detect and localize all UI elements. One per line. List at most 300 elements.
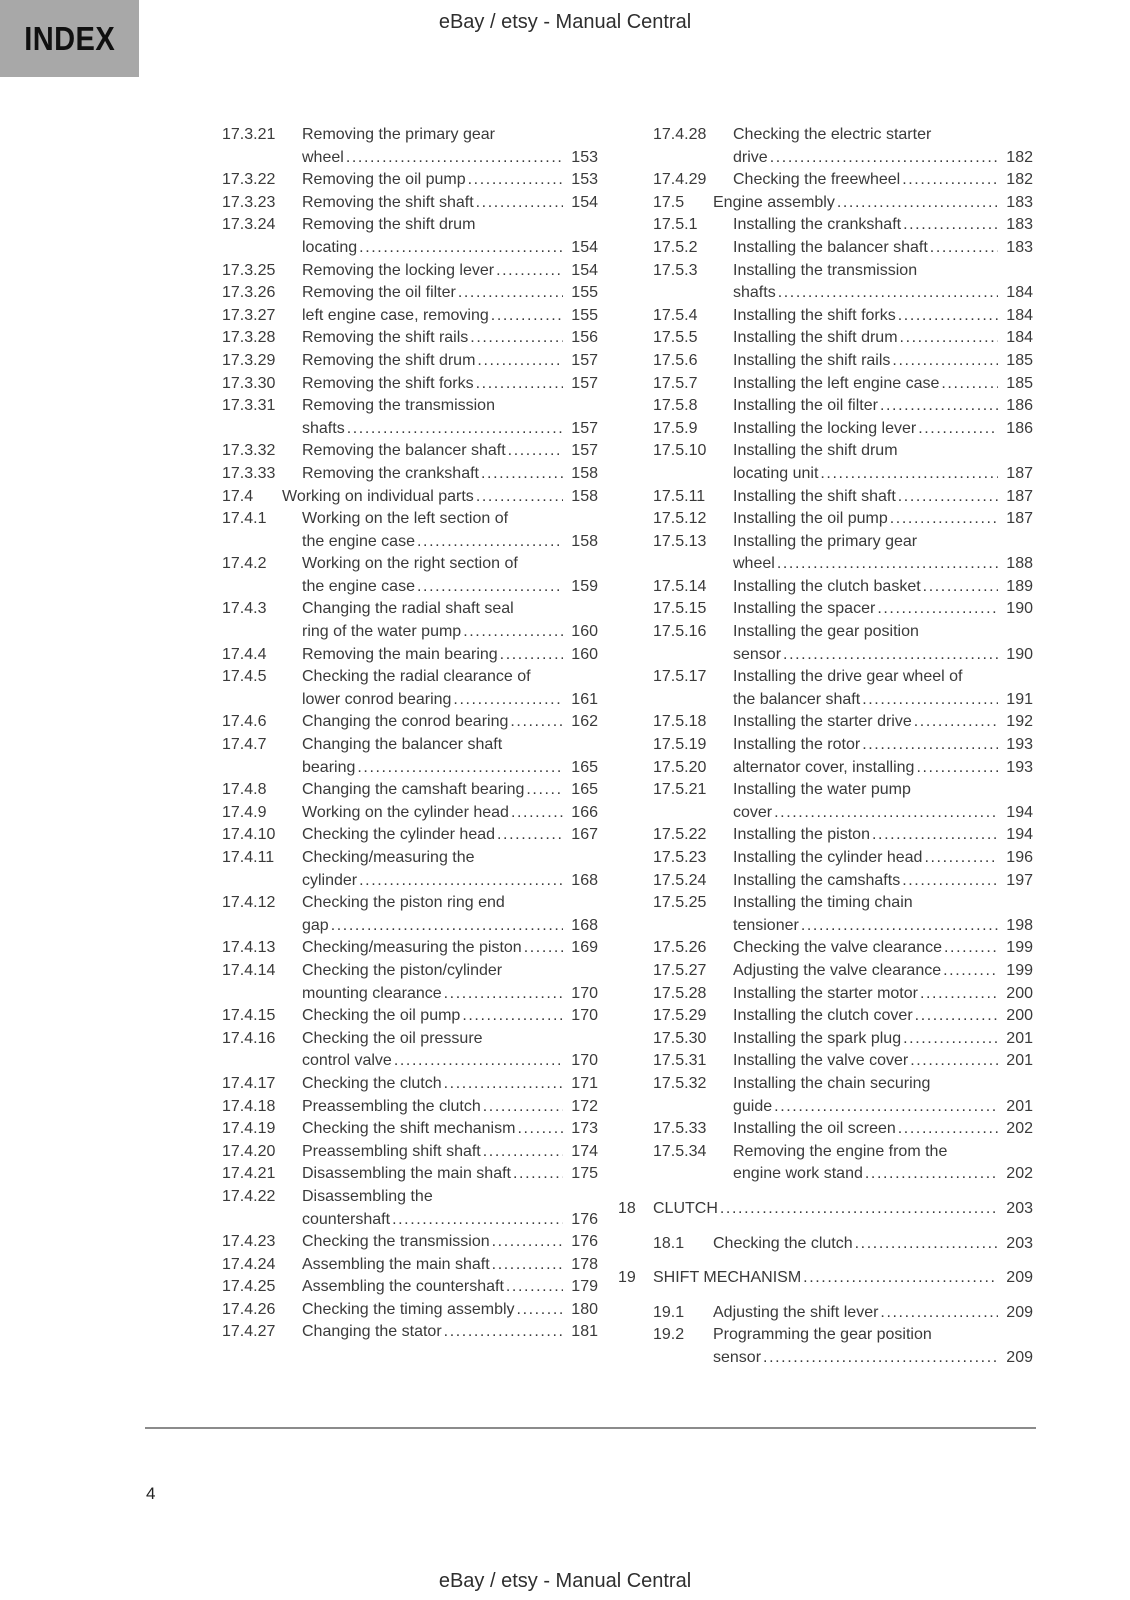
dot-leader	[483, 1141, 563, 1164]
entry-number: 17.3.23	[222, 193, 276, 211]
entry-title-line: Installing the transmission	[733, 261, 918, 279]
entry-title-line: Checking the transmission	[302, 1233, 490, 1251]
dot-leader	[483, 1096, 563, 1119]
entry-page-number: 201	[1006, 1029, 1033, 1047]
entry-title-line: Installing the piston	[733, 826, 870, 844]
toc-entry	[222, 1186, 598, 1231]
dot-leader	[453, 689, 563, 712]
dot-leader	[801, 915, 998, 938]
entry-number: 17.3.25	[222, 261, 276, 279]
entry-title-line: countershaft	[302, 1210, 391, 1228]
entry-title-line: Removing the oil filter	[302, 284, 456, 302]
entry-page-number: 203	[1006, 1234, 1033, 1252]
entry-title-line: Installing the chain securing	[733, 1074, 931, 1092]
toc-entry	[653, 711, 1033, 734]
entry-title-line: the engine case	[302, 532, 415, 550]
dot-leader	[720, 1198, 998, 1221]
entry-body	[302, 1231, 598, 1254]
entry-body	[302, 214, 598, 259]
entry-number: 17.4.10	[222, 826, 276, 844]
entry-number: 17.4.9	[222, 803, 267, 821]
entry-number: 17.5.14	[653, 577, 707, 595]
dot-leader	[508, 440, 563, 463]
entry-number: 17.4.16	[222, 1029, 276, 1047]
dot-leader	[943, 960, 998, 983]
entry-page-number: 180	[571, 1300, 598, 1318]
entry-number: 17.3.32	[222, 442, 276, 460]
dot-leader	[513, 1163, 563, 1186]
entry-title-line: Removing the primary gear	[302, 126, 495, 143]
entry-title-line: Removing the balancer shaft	[302, 442, 506, 460]
entry-page-number: 154	[571, 193, 598, 211]
dot-leader	[526, 779, 563, 802]
entry-number: 17.4.6	[222, 713, 267, 731]
entry-body	[713, 192, 1033, 215]
dot-leader	[492, 1254, 563, 1277]
entry-page-number: 188	[1006, 555, 1033, 573]
dot-leader	[902, 169, 998, 192]
dot-leader	[417, 576, 563, 599]
entry-title-line: Removing the engine from the	[733, 1142, 948, 1160]
toc-entry	[653, 824, 1033, 847]
entry-body	[733, 260, 1033, 305]
dot-leader	[524, 937, 563, 960]
entry-body	[302, 644, 598, 667]
entry-number: 17.5.21	[653, 781, 707, 799]
entry-body	[733, 1073, 1033, 1118]
entry-page-number: 194	[1006, 803, 1033, 821]
toc-entry	[222, 960, 598, 1005]
entry-body	[302, 1141, 598, 1164]
entry-number: 17.5.30	[653, 1029, 707, 1047]
entry-title-line: Installing the shift drum	[733, 442, 898, 460]
dot-leader	[880, 395, 998, 418]
entry-title-line: lower conrod bearing	[302, 690, 452, 708]
entry-page-number: 202	[1006, 1165, 1033, 1183]
entry-number: 17.5.8	[653, 397, 698, 415]
entry-title-line: SHIFT MECHANISM	[653, 1269, 802, 1287]
entry-number: 17.5.2	[653, 238, 698, 256]
toc-entry	[222, 192, 598, 215]
entry-title-line: Installing the oil pump	[733, 510, 888, 528]
entry-page-number: 169	[571, 939, 598, 957]
entry-number: 17.3.33	[222, 464, 276, 482]
entry-title-line: Changing the balancer shaft	[302, 736, 503, 754]
entry-title-line: Working on the cylinder head	[302, 803, 509, 821]
toc-entry	[222, 440, 598, 463]
entry-page-number: 159	[571, 577, 598, 595]
entry-page-number: 192	[1006, 713, 1033, 731]
toc-entry	[653, 621, 1033, 666]
entry-number: 17.5.34	[653, 1142, 707, 1160]
entry-title-line: control valve	[302, 1052, 392, 1070]
entry-number: 19	[618, 1269, 636, 1287]
entry-page-number: 209	[1006, 1269, 1033, 1287]
entry-body	[733, 892, 1033, 937]
entry-title-line: Removing the main bearing	[302, 645, 498, 663]
dot-leader	[506, 1276, 563, 1299]
entry-title-line: cylinder	[302, 871, 358, 889]
entry-page-number: 197	[1006, 871, 1033, 889]
entry-page-number: 175	[571, 1165, 598, 1183]
entry-body	[733, 169, 1033, 192]
toc-entry	[653, 666, 1033, 711]
entry-page-number: 160	[571, 623, 598, 641]
entry-number: 17.3.30	[222, 374, 276, 392]
entry-number: 17.4.18	[222, 1097, 276, 1115]
entry-title-line: Checking the cylinder head	[302, 826, 496, 844]
entry-body	[733, 124, 1033, 169]
dot-leader	[915, 1005, 998, 1028]
entry-number: 17.5.13	[653, 532, 707, 550]
entry-page-number: 157	[571, 374, 598, 392]
entry-body	[302, 1254, 598, 1277]
entry-number: 17.5.32	[653, 1074, 707, 1092]
entry-page-number: 179	[571, 1278, 598, 1296]
dot-leader	[877, 598, 998, 621]
entry-number: 17.5.33	[653, 1120, 707, 1138]
dot-leader	[903, 214, 998, 237]
entry-title-line: Checking the radial clearance of	[302, 668, 531, 686]
entry-number: 18.1	[653, 1234, 685, 1252]
entry-number: 17.5.31	[653, 1052, 707, 1070]
dot-leader	[510, 711, 563, 734]
entry-number: 17.4.20	[222, 1142, 276, 1160]
entry-title-line: Checking the clutch	[713, 1234, 853, 1252]
entry-body	[302, 553, 598, 598]
entry-page-number: 186	[1006, 419, 1033, 437]
entry-title-line: Removing the shift drum	[302, 216, 476, 234]
dot-leader	[481, 463, 563, 486]
entry-title-line: Programming the gear position	[713, 1326, 932, 1344]
entry-body	[653, 1267, 1033, 1290]
dot-leader	[900, 327, 998, 350]
entry-number: 17.4.15	[222, 1007, 276, 1025]
dot-leader	[763, 1347, 998, 1370]
dot-leader	[898, 486, 998, 509]
dot-leader	[477, 350, 563, 373]
toc-entry	[222, 598, 598, 643]
entry-number: 17.5.4	[653, 306, 698, 324]
entry-title-line: Installing the shift shaft	[733, 487, 896, 505]
entry-title-line: Removing the crankshaft	[302, 464, 479, 482]
dot-leader	[357, 757, 563, 780]
entry-number: 17.4.1	[222, 510, 267, 528]
toc-entry	[653, 870, 1033, 893]
toc-entry	[222, 1141, 598, 1164]
entry-title-line: Disassembling the	[302, 1187, 433, 1205]
entry-number: 17.3.27	[222, 306, 276, 324]
dot-leader	[444, 1321, 563, 1344]
entry-page-number: 186	[1006, 397, 1033, 415]
entry-body	[302, 169, 598, 192]
toc-column-right	[618, 124, 1033, 1369]
entry-title-line: Removing the transmission	[302, 397, 495, 415]
entry-body	[733, 508, 1033, 531]
entry-body	[302, 327, 598, 350]
entry-title-line: Changing the camshaft bearing	[302, 781, 525, 799]
entry-body	[302, 373, 598, 396]
entry-page-number: 170	[571, 1007, 598, 1025]
dot-leader	[511, 802, 563, 825]
entry-number: 17.5.26	[653, 939, 707, 957]
toc-entry	[653, 960, 1033, 983]
dot-leader	[865, 1163, 998, 1186]
entry-title-line: Working on the left section of	[302, 510, 509, 528]
toc-entry	[653, 598, 1033, 621]
entry-body	[733, 576, 1033, 599]
dot-leader	[914, 711, 998, 734]
dot-leader	[517, 1299, 563, 1322]
header-title: eBay / etsy - Manual Central	[438, 11, 692, 33]
entry-title-line: Checking the freewheel	[733, 171, 901, 189]
entry-number: 17.4.17	[222, 1074, 276, 1092]
entry-number: 17.3.22	[222, 171, 276, 189]
entry-page-number: 168	[571, 871, 598, 889]
dot-leader	[359, 870, 563, 893]
toc-entry	[653, 305, 1033, 328]
toc-entry	[653, 847, 1033, 870]
entry-page-number: 185	[1006, 351, 1033, 369]
toc-entry	[653, 531, 1033, 576]
entry-body	[302, 350, 598, 373]
entry-number: 17.4.26	[222, 1300, 276, 1318]
toc-entry	[222, 1073, 598, 1096]
entry-number: 17.4.24	[222, 1255, 276, 1273]
entry-body	[302, 960, 598, 1005]
entry-number: 17.4.11	[222, 849, 275, 866]
toc-entry	[618, 1198, 1033, 1221]
entry-title-line: Removing the shift rails	[302, 329, 469, 347]
entry-body	[733, 870, 1033, 893]
toc-entry	[653, 440, 1033, 485]
entry-title-line: cover	[733, 803, 773, 821]
dot-leader	[496, 260, 563, 283]
entry-body	[733, 237, 1033, 260]
entry-number: 17.4.29	[653, 171, 707, 189]
dot-leader	[902, 870, 998, 893]
entry-number: 17.3.28	[222, 329, 276, 347]
entry-title-line: alternator cover, installing	[733, 758, 915, 776]
entry-body	[733, 960, 1033, 983]
entry-page-number: 160	[571, 645, 598, 663]
entry-title-line: sensor	[733, 645, 782, 663]
entry-number: 17.5.6	[653, 351, 698, 369]
entry-body	[302, 463, 598, 486]
entry-page-number: 201	[1006, 1052, 1033, 1070]
dot-leader	[497, 824, 563, 847]
toc-columns	[187, 124, 1033, 1369]
entry-page-number: 190	[1006, 645, 1033, 663]
entry-title-line: wheel	[302, 148, 344, 166]
entry-title-line: CLUTCH	[653, 1199, 718, 1217]
entry-title-line: locating unit	[733, 464, 819, 482]
toc-entry	[653, 1050, 1033, 1073]
entry-body	[302, 824, 598, 847]
entry-title-line: shafts	[302, 419, 345, 437]
entry-title-line: shafts	[733, 284, 776, 302]
toc-entry	[653, 779, 1033, 824]
entry-body	[733, 440, 1033, 485]
dot-leader	[778, 282, 998, 305]
entry-page-number: 161	[571, 690, 598, 708]
entry-number: 17.4.22	[222, 1187, 276, 1205]
toc-entry	[653, 350, 1033, 373]
toc-entry	[222, 666, 598, 711]
dot-leader	[458, 282, 563, 305]
entry-number: 17.4.19	[222, 1120, 276, 1138]
toc-entry	[653, 734, 1033, 757]
entry-body	[733, 418, 1033, 441]
dot-leader	[347, 418, 563, 441]
dot-leader	[444, 983, 563, 1006]
toc-column-left	[187, 124, 598, 1369]
entry-title-line: Removing the shift forks	[302, 374, 474, 392]
toc-entry	[653, 1233, 1033, 1256]
entry-body	[733, 1118, 1033, 1141]
entry-body	[733, 937, 1033, 960]
entry-title-line: Checking the electric starter	[733, 126, 932, 143]
toc-entry	[222, 260, 598, 283]
entry-page-number: 181	[571, 1323, 598, 1341]
entry-title-line: Installing the drive gear wheel of	[733, 668, 963, 686]
entry-title-line: Removing the locking lever	[302, 261, 495, 279]
dot-leader	[462, 1005, 563, 1028]
entry-title-line: Installing the left engine case	[733, 374, 940, 392]
toc-entry	[653, 327, 1033, 350]
toc-entry	[653, 1028, 1033, 1051]
dot-leader	[777, 553, 998, 576]
entry-number: 17.5.3	[653, 261, 698, 279]
entry-page-number: 194	[1006, 826, 1033, 844]
entry-page-number: 196	[1006, 849, 1033, 866]
entry-title-line: Installing the spacer	[733, 600, 876, 618]
entry-title-line: tensioner	[733, 916, 799, 934]
entry-page-number: 203	[1006, 1199, 1033, 1217]
toc-entry	[222, 644, 598, 667]
entry-title-line: Preassembling the clutch	[302, 1097, 481, 1115]
entry-body	[733, 305, 1033, 328]
toc-entry	[222, 169, 598, 192]
entry-page-number: 201	[1006, 1097, 1033, 1115]
entry-title-line: Installing the oil filter	[733, 397, 878, 415]
entry-page-number: 171	[571, 1074, 598, 1092]
dot-leader	[774, 802, 998, 825]
toc-entry	[222, 824, 598, 847]
entry-page-number: 187	[1006, 464, 1033, 482]
entry-title-line: Changing the radial shaft seal	[302, 600, 514, 618]
entry-page-number: 185	[1006, 374, 1033, 392]
dot-leader	[862, 734, 998, 757]
entry-body	[733, 395, 1033, 418]
entry-number: 17.5.11	[653, 487, 706, 505]
dot-leader	[903, 1028, 998, 1051]
entry-title-line: mounting clearance	[302, 984, 442, 1002]
entry-page-number: 166	[571, 803, 598, 821]
dot-leader	[331, 915, 563, 938]
toc-entry	[653, 508, 1033, 531]
toc-entry	[653, 237, 1033, 260]
entry-page-number: 155	[571, 306, 598, 324]
entry-page-number: 157	[571, 442, 598, 460]
dot-leader	[880, 1302, 998, 1325]
entry-page-number: 170	[571, 984, 598, 1002]
entry-number: 17.5.27	[653, 961, 707, 979]
entry-title-line: Installing the rotor	[733, 736, 861, 754]
entry-number: 17.4	[222, 487, 254, 505]
entry-title-line: Checking/measuring the piston	[302, 939, 522, 957]
dot-leader	[918, 418, 998, 441]
dot-leader	[359, 237, 563, 260]
entry-number: 17.3.24	[222, 216, 276, 234]
entry-title-line: Assembling the countershaft	[302, 1278, 504, 1296]
entry-title-line: Adjusting the shift lever	[713, 1303, 879, 1321]
entry-page-number: 183	[1006, 216, 1033, 234]
entry-title-line: Checking the oil pump	[302, 1007, 461, 1025]
dot-leader	[924, 847, 998, 870]
entry-number: 17.3.29	[222, 351, 276, 369]
entry-body	[713, 1324, 1033, 1369]
dot-leader	[491, 305, 563, 328]
entry-number: 17.4.21	[222, 1165, 276, 1183]
dot-leader	[855, 1233, 998, 1256]
dot-leader	[820, 463, 998, 486]
entry-title-line: Adjusting the valve clearance	[733, 961, 942, 979]
entry-body	[733, 779, 1033, 824]
toc-entry	[222, 350, 598, 373]
toc-entry	[222, 327, 598, 350]
entry-body	[733, 983, 1033, 1006]
dot-leader	[476, 486, 563, 509]
entry-number: 17.4.8	[222, 781, 267, 799]
entry-page-number: 172	[571, 1097, 598, 1115]
entry-page-number: 183	[1006, 193, 1033, 211]
entry-title-line: Checking the shift mechanism	[302, 1120, 516, 1138]
entry-title-line: engine work stand	[733, 1165, 863, 1183]
entry-body	[302, 1163, 598, 1186]
entry-number: 17.5.5	[653, 329, 698, 347]
dot-leader	[898, 305, 998, 328]
entry-page-number: 190	[1006, 600, 1033, 618]
entry-title-line: locating	[302, 238, 358, 256]
entry-body	[733, 1141, 1033, 1186]
entry-number: 17.5.12	[653, 510, 707, 528]
entry-number: 17.4.7	[222, 736, 267, 754]
entry-title-line: Installing the primary gear	[733, 532, 918, 550]
toc-entry	[222, 1163, 598, 1186]
toc-entry	[653, 937, 1033, 960]
entry-body	[653, 1198, 1033, 1221]
toc-entry	[222, 1299, 598, 1322]
dot-leader	[862, 689, 998, 712]
entry-number: 17.5.17	[653, 668, 707, 686]
toc-entry	[222, 124, 598, 169]
entry-body	[302, 1276, 598, 1299]
entry-body	[302, 260, 598, 283]
entry-title-line: Removing the oil pump	[302, 171, 466, 189]
dot-leader	[463, 621, 563, 644]
entry-number: 17.4.4	[222, 645, 267, 663]
entry-title-line: Changing the stator	[302, 1323, 442, 1341]
entry-title-line: Installing the locking lever	[733, 419, 917, 437]
entry-number: 17.4.2	[222, 555, 267, 573]
entry-page-number: 153	[571, 148, 598, 166]
entry-body	[302, 802, 598, 825]
dot-leader	[920, 983, 998, 1006]
entry-page-number: 155	[571, 284, 598, 302]
entry-title-line: Checking the oil pressure	[302, 1029, 483, 1047]
toc-entry	[653, 1141, 1033, 1186]
